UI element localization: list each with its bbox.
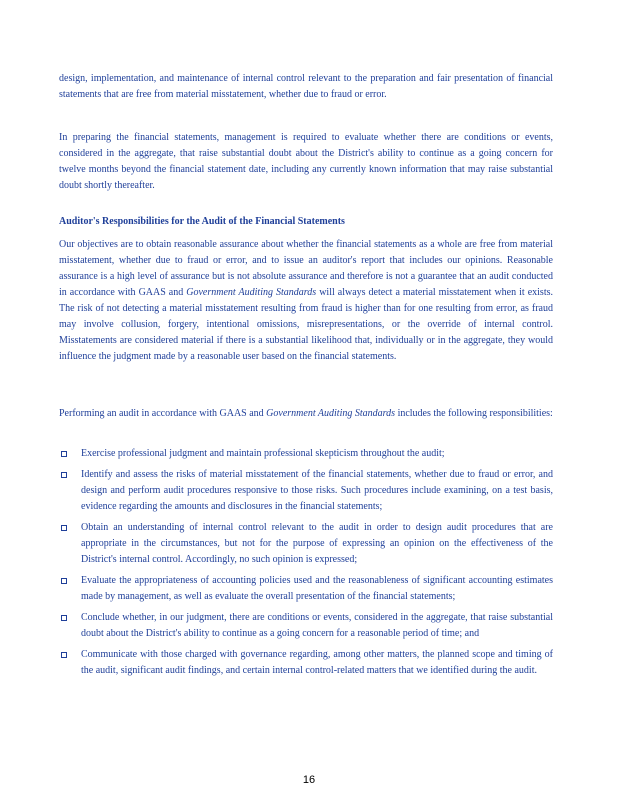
paragraph-auditor-objectives <box>59 237 553 365</box>
list-item <box>59 467 553 515</box>
objectives-text-part2: will always detect a material misstatement when it exists. The risk of not detecting a material misstatement resulting from fraud is higher than for one resulting from error, as fraud may involve collusion, forgery, intentional omissions, misrepresentations, or the override of internal control. Misstatements are considered material if there is a substantial likelihood that, individually or in the aggregate, they would influence the judgment made by a reasonable user based on the financial statements. <box>59 287 553 362</box>
list-item <box>59 610 553 642</box>
list-item-text: Obtain an understanding of internal control relevant to the audit in order to design audit procedures that are appropriate in the circumstances, but not for the purpose of expressing an opinion on the effectiveness of the District's internal control. Accordingly, no such opinion is expressed; <box>81 522 553 565</box>
bullet-square-icon <box>61 578 67 584</box>
bullet-square-icon <box>61 615 67 621</box>
bullet-square-icon <box>61 525 67 531</box>
list-item <box>59 446 553 462</box>
list-item-text: Identify and assess the risks of material misstatement of the financial statements, whether due to fraud or error, and design and perform audit procedures responsive to those risks. Such procedures include examining, on a test basis, evidence regarding the amounts and disclosures in the financial statements; <box>81 469 553 512</box>
intro-text-part1: Performing an audit in accordance with GAAS and <box>59 408 267 419</box>
paragraph-management-responsibility-end: design, implementation, and maintenance of internal control relevant to the preparation and fair presentation of financial statements that are free from material misstatement, whether due to fraud or error. <box>59 73 553 100</box>
list-item-text: Evaluate the appropriateness of accounting policies used and the reasonableness of significant accounting estimates made by management, as well as evaluate the overall presentation of the financial statements; <box>81 575 553 602</box>
list-item-text: Communicate with those charged with governance regarding, among other matters, the planned scope and timing of the audit, significant audit findings, and certain internal control-related matters that we identified during the audit. <box>81 649 553 676</box>
list-item-text: Conclude whether, in our judgment, there are conditions or events, considered in the aggregate, that raise substantial doubt about the District's ability to continue as a going concern for a reasonable period of time; and <box>81 612 553 639</box>
paragraph-audit-responsibilities-intro <box>59 406 553 422</box>
government-auditing-standards-ref: Government Auditing Standards <box>186 287 317 298</box>
list-item <box>59 647 553 679</box>
government-auditing-standards-ref: Government Auditing Standards <box>266 408 396 419</box>
paragraph-going-concern: In preparing the financial statements, management is required to evaluate whether there are conditions or events, considered in the aggregate, that raise substantial doubt about the District's ability to continue as a going concern for twelve months beyond the financial statement date, including any currently known information that may raise substantial doubt shortly thereafter. <box>59 132 553 191</box>
bullet-square-icon <box>61 472 67 478</box>
objectives-text-part1: Our objectives are to obtain reasonable assurance about whether the financial statements as a whole are free from material misstatement, whether due to fraud or error, and to issue an auditor's report that includes our opinions. Reasonable assurance is a high level of assurance but is not absolute assurance and therefore is not a guarantee that an audit conducted in accordance with GAAS and <box>59 239 553 298</box>
bullet-square-icon <box>61 451 67 457</box>
page-number: 16 <box>302 774 316 786</box>
list-item <box>59 573 553 605</box>
intro-text-part2: includes the following responsibilities: <box>395 408 553 419</box>
responsibilities-list <box>59 446 553 684</box>
list-item-text: Exercise professional judgment and maintain professional skepticism throughout the audit; <box>81 448 445 459</box>
bullet-square-icon <box>61 652 67 658</box>
section-heading-auditor-responsibilities: Auditor's Responsibilities for the Audit of the Financial Statements <box>59 216 345 227</box>
list-item <box>59 520 553 568</box>
